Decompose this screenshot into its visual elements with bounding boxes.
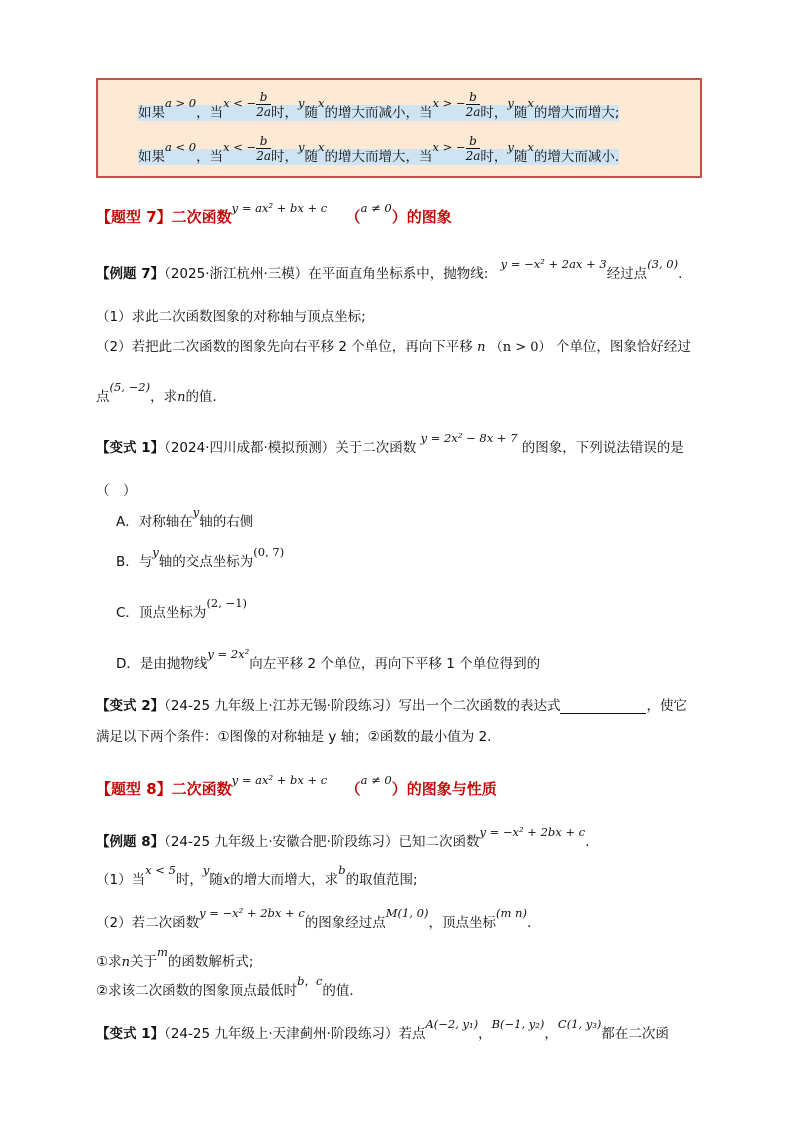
text: 随 — [304, 148, 318, 165]
example-8-sub1 — [96, 945, 254, 970]
paren: ） — [391, 780, 407, 798]
text: . — [526, 915, 532, 931]
heading-type-8 — [96, 773, 497, 799]
example-7-q2-cont — [96, 380, 217, 405]
text: B．与 — [116, 554, 153, 570]
text: 的函数解析式; — [167, 954, 254, 970]
text: ， — [544, 1026, 558, 1042]
source: （24-25 九年级上·天津蓟州·阶段练习）若点 — [164, 1026, 426, 1042]
text: ，当 — [196, 148, 224, 165]
text: 的图象经过点 — [304, 915, 386, 931]
heading-text: 的图象 — [406, 208, 452, 226]
math: b — [338, 863, 346, 877]
option-d[interactable] — [116, 647, 541, 672]
math: x — [318, 139, 325, 154]
formula: y = −x² + 2bx + c — [199, 906, 305, 920]
answer-blank[interactable] — [560, 699, 646, 714]
example-8-q1 — [96, 863, 418, 888]
text: 的增大而增大，当 — [324, 148, 433, 165]
formula: y = −x² + 2ax + 3 — [500, 257, 607, 271]
text: 如果 — [138, 148, 165, 165]
text: （2）若把此二次函数的图象先向右平移 2 个单位，再向下平移 — [96, 339, 473, 355]
paren: （ — [345, 780, 361, 798]
text: A．对称轴在 — [116, 514, 193, 530]
point: (0, 7) — [253, 545, 285, 559]
heading-text: 的图象与性质 — [406, 780, 497, 798]
text: . — [678, 266, 683, 282]
text: ②求该二次函数的图象顶点最低时 — [96, 983, 298, 999]
text: 的增大而增大; — [533, 104, 620, 121]
answer-paren: （ ） — [96, 483, 137, 499]
point: B(−1, y₂) — [491, 1017, 545, 1031]
text: ①求 — [96, 954, 122, 970]
paren: ） — [391, 208, 407, 226]
text: 时， — [271, 148, 298, 165]
formula: y = 2x² — [207, 647, 250, 661]
math: x < 5 — [145, 863, 176, 877]
source: （2024·四川成都·模拟预测）关于二次函数 — [164, 440, 417, 456]
text: 个单位，图象恰好经过 — [555, 339, 691, 355]
option-b[interactable] — [116, 545, 285, 570]
text: 的值. — [185, 389, 217, 405]
variant-2-line2: 满足以下两个条件：①图像的对称轴是 y 轴；②函数的最小值为 2. — [96, 729, 492, 745]
heading-text: 【题型 7】二次函数 — [96, 208, 232, 226]
math: y — [507, 95, 514, 110]
text: 随 — [304, 104, 318, 121]
point: (3, 0) — [647, 257, 679, 271]
fraction: $\frac{b}{2a}$ — [465, 90, 481, 119]
math: x < − — [223, 139, 257, 154]
text: 随 — [513, 148, 528, 165]
math: x — [527, 95, 534, 110]
condition: a ≠ 0 — [360, 773, 392, 787]
text: 都在二次函 — [601, 1026, 669, 1042]
variant-tag: 【变式 2】 — [96, 698, 165, 714]
text: 时， — [480, 104, 508, 121]
summary-line-1 — [138, 90, 620, 127]
text: 轴的右侧 — [199, 514, 254, 530]
example-7 — [96, 257, 683, 282]
example-8 — [96, 825, 590, 850]
math: y — [192, 505, 200, 519]
text: 点 — [96, 389, 110, 405]
math: a < 0 — [165, 139, 197, 154]
point: A(−2, y₁) — [425, 1017, 479, 1031]
variant-1-type-8 — [96, 1017, 669, 1042]
text: 轴的交点坐标为 — [158, 554, 254, 570]
math: y — [298, 95, 305, 110]
math: n — [477, 340, 486, 355]
text: （2）若二次函数 — [96, 915, 200, 931]
variant-1 — [96, 431, 684, 456]
paren: （ — [345, 208, 361, 226]
math: y — [152, 545, 159, 559]
math: x > − — [432, 95, 466, 110]
summary-line-2 — [138, 134, 620, 171]
math: y — [202, 863, 210, 877]
math: x > − — [432, 139, 466, 154]
math: m — [156, 945, 168, 959]
source: （2025·浙江杭州·三模）在平面直角坐标系中，抛物线: — [164, 266, 489, 282]
formula: y = −x² + 2bx + c — [479, 825, 586, 839]
math: x — [222, 873, 231, 888]
math: n — [121, 955, 130, 970]
text: 的取值范围; — [345, 872, 418, 888]
example-7-q1: （1）求此二次函数图象的对称轴与顶点坐标; — [96, 309, 366, 325]
formula: y = ax² + bx + c — [231, 773, 328, 787]
fraction: $\frac{b}{2a}$ — [256, 134, 271, 163]
math: （n > 0） — [489, 340, 552, 355]
option-a[interactable] — [116, 505, 254, 530]
math: x — [318, 95, 325, 110]
math: b，c — [297, 974, 323, 988]
text: 时， — [271, 104, 298, 121]
variant-2 — [96, 694, 687, 714]
example-tag: 【例题 8】 — [96, 834, 165, 850]
text: 的图象，下列说法错误的是 — [521, 440, 684, 456]
text: 随 — [513, 104, 528, 121]
variant-tag: 【变式 1】 — [96, 440, 165, 456]
text: 关于 — [129, 954, 157, 970]
text: 的值. — [322, 983, 354, 999]
text: ，当 — [196, 104, 224, 121]
text: ， — [478, 1026, 492, 1042]
text: ，使它 — [646, 698, 687, 714]
text: （1）当 — [96, 872, 146, 888]
point: (5, −2) — [109, 380, 151, 394]
math: a > 0 — [165, 95, 197, 110]
formula: y = ax² + bx + c — [231, 201, 328, 215]
source: （24-25 九年级上·安徽合肥·阶段练习）已知二次函数 — [164, 834, 480, 850]
text: D．是由抛物线 — [116, 656, 208, 672]
point: C(1, y₃) — [557, 1017, 602, 1031]
text: . — [585, 834, 590, 850]
text: C．顶点坐标为 — [116, 605, 207, 621]
text: 的增大而增大，求 — [230, 872, 339, 888]
fraction: $\frac{b}{2a}$ — [465, 134, 481, 163]
heading-type-7 — [96, 201, 452, 227]
source: （24-25 九年级上·江苏无锡·阶段练习）写出一个二次函数的表达式 — [164, 698, 561, 714]
point: M(1, 0) — [385, 906, 429, 920]
example-tag: 【例题 7】 — [96, 266, 165, 282]
text: 经过点 — [606, 266, 648, 282]
variant-tag: 【变式 1】 — [96, 1026, 165, 1042]
math: n — [177, 390, 186, 405]
example-7-q2 — [96, 335, 691, 355]
text: ，顶点坐标 — [428, 915, 496, 931]
text: 如果 — [138, 104, 165, 121]
formula: y = 2x² − 8x + 7 — [420, 431, 518, 445]
text: ，求 — [150, 389, 178, 405]
point: (2, −1) — [206, 596, 247, 610]
example-8-q2 — [96, 906, 532, 931]
text: 随 — [209, 872, 223, 888]
condition: a ≠ 0 — [360, 201, 392, 215]
text: 时， — [480, 148, 508, 165]
math: x — [527, 139, 534, 154]
vertex: (m n) — [495, 906, 527, 920]
option-c[interactable] — [116, 596, 247, 621]
text: 时， — [175, 872, 203, 888]
summary-box — [96, 78, 702, 178]
math: x < − — [223, 95, 257, 110]
fraction: $\frac{b}{2a}$ — [256, 90, 271, 119]
example-8-sub2 — [96, 974, 354, 999]
text: 向左平移 2 个单位，再向下平移 1 个单位得到的 — [249, 656, 541, 672]
math: y — [507, 139, 514, 154]
text: 的增大而减小，当 — [324, 104, 433, 121]
text: 的增大而减小. — [533, 148, 620, 165]
heading-text: 【题型 8】二次函数 — [96, 780, 232, 798]
math: y — [298, 139, 305, 154]
